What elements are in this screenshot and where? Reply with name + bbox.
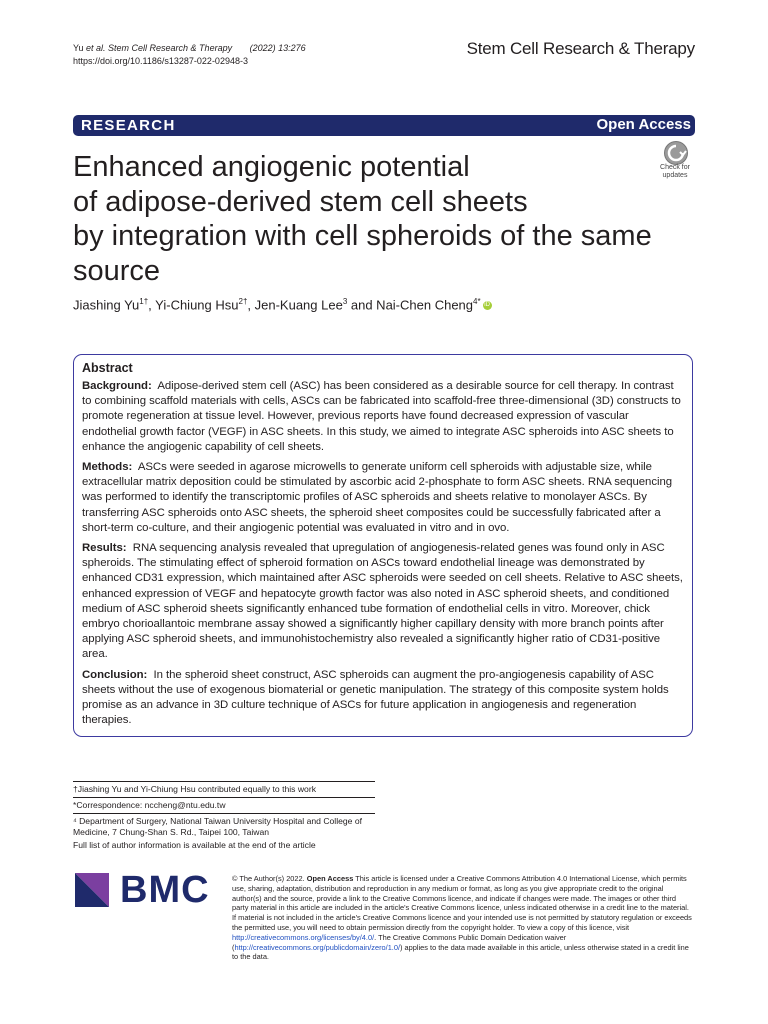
section-label: Methods: — [82, 461, 133, 474]
footnote-divider — [73, 781, 375, 782]
license-link[interactable]: http://creativecommons.org/licenses/by/4.0/ — [232, 932, 375, 942]
orcid-icon[interactable]: iD — [484, 302, 490, 309]
open-access-label: Open Access — [596, 116, 691, 133]
author-affiliation: 1† — [139, 297, 149, 306]
section-text: In the spheroid sheet construct, ASC spheroids can augment the pro-angiogenesis capability of ASC sheets without the use of exogenous biomaterial or genetic manipulation. The strategy of this composite system holds promise as an advance in 3D culture technique of ASCs for future application in angiogenesis and regeneration therapies. — [82, 668, 669, 727]
footnote-divider — [73, 797, 375, 798]
license-copyright: © The Author(s) 2022. — [232, 874, 307, 883]
footnote-divider — [73, 813, 375, 814]
license-text: . The Creative Commons Public Domain Dedication waiver ( — [232, 932, 567, 952]
check-updates-line2: updates — [662, 172, 688, 179]
license-text: This article is licensed under a Creative Commons Attribution 4.0 International License, which permits use, sharing, adaptation, distribution and reproduction in any medium or format, as long as you give appropriate credit to the original author(s) and the source, provide a link to the Creative Commons licence, and indicate if changes were made. The images or other third party material in this article are included in the article's Creative Commons licence, unless indicated otherwise in a credit line to the material. If material is not included in the article's Creative Commons licence and your intended use is not permitted by statutory regulation or exceeds the permitted use, you will need to obtain permission directly from the copyright holder. To view a copy of this licence, visit — [232, 874, 692, 932]
footnote-correspondence[interactable]: *Correspondence: nccheng@ntu.edu.tw — [73, 800, 226, 810]
author-affiliation: 4* — [473, 297, 481, 306]
section-text: Adipose-derived stem cell (ASC) has been considered as a desirable source for cell therapy. In contrast to combining scaffold materials with cells, ASCs can be fabricated into scaffold-free three-dimensional (3D) constructs to promote regeneration at tissue level. However, previous reports have found decreased expression of vascular endothelial growth factor (VEGF) in ASC sheets. In this study, we aimed to integrate ASC spheroids into ASC sheets to enhance the angiogenic capability of cell sheets. — [82, 380, 681, 453]
footnote-equal-contribution: †Jiashing Yu and Yi-Chiung Hsu contributed equally to this work — [73, 784, 316, 794]
section-text: RNA sequencing analysis revealed that upregulation of angiogenesis-related genes was found only in ASC spheroids. The stimulating effect of spheroid formation on ASCs toward endothelial lineage was demonstrated by enhanced CD31 expression, which maintained after ASC spheroids were seeded on cell sheets. Relative to ASC sheets, enhanced expression of VEGF and hepatocyte growth factor was also noted in ASC spheroid sheets, and conditioned medium of ASC spheroid sheets significantly enhanced tube formation of endothelial cells in vitro. Moreover, chick embryo chorioallantoic membrane assay showed a significantly higher capillary density with more branch points after applying ASC spheroid sheets, and immunohistochemistry also revealed a significantly higher ratio of CD31-positive area. — [82, 542, 683, 661]
author-affiliation: 2† — [238, 297, 248, 306]
author-name[interactable]: , Jen-Kuang Lee — [247, 297, 343, 313]
journal-name: Stem Cell Research & Therapy — [466, 39, 695, 58]
author-name[interactable]: Jiashing Yu — [73, 297, 140, 313]
title-line: Enhanced angiogenic potential — [73, 151, 470, 183]
author-list — [73, 297, 492, 312]
article-type-label: RESEARCH — [81, 117, 176, 134]
abstract-results — [82, 541, 684, 663]
bmc-logo-text: BMC — [120, 869, 210, 911]
article-type-banner — [73, 115, 695, 136]
footnote-full-list: Full list of author information is available at the end of the article — [73, 840, 316, 850]
section-text: ASCs were seeded in agarose microwells to generate uniform cell spheroids with adjustable size, while extracellular matrix deposition could be stimulated by ascorbic acid 2-phosphate to form ASC sheets. RNA sequencing was performed to identify the transcriptomic profiles of ASC spheroids and sheets relative to monolayer ASCs. By transferring ASC spheroids onto ASC sheets, the spheroid sheet composites could be successfully fabricated after a short-term co-culture, and their angiogenic potential was evaluated in vitro and in ovo. — [82, 461, 673, 534]
abstract-box — [73, 354, 693, 737]
author-name[interactable]: and Nai-Chen Cheng — [347, 297, 474, 313]
license-open-access: Open Access — [306, 874, 354, 883]
section-label: Conclusion: — [82, 668, 148, 681]
abstract-methods — [82, 460, 684, 536]
check-updates-icon — [664, 141, 688, 165]
title-line: source — [73, 254, 161, 287]
article-title — [73, 150, 673, 288]
license-text: ) applies to the data made available in this article, unless otherwise stated in a credit line to the data. — [232, 942, 689, 962]
abstract-background — [82, 379, 684, 455]
bmc-logo-mark-icon — [75, 873, 115, 913]
abstract-conclusion — [82, 668, 684, 729]
citation-authors: Yu — [73, 43, 87, 53]
section-label: Results: — [82, 542, 127, 555]
doi-link[interactable]: https://doi.org/10.1186/s13287-022-02948-3 — [73, 56, 248, 66]
citation-block — [73, 42, 306, 68]
abstract-heading: Abstract — [82, 361, 133, 375]
citation-year: (2022) 13:276 — [249, 43, 306, 53]
author-affiliation: 3 — [342, 297, 348, 306]
check-for-updates-badge[interactable] — [654, 141, 696, 181]
check-updates-line1: Check for — [660, 164, 690, 171]
title-line: of adipose-derived stem cell sheets — [73, 185, 528, 218]
section-label: Background: — [82, 380, 152, 392]
author-name[interactable]: , Yi-Chiung Hsu — [148, 297, 239, 313]
license-statement — [232, 874, 694, 962]
public-domain-link[interactable]: http://creativecommons.org/publicdomain/zero/1.0/ — [234, 942, 401, 952]
citation-journal: et al. Stem Cell Research & Therapy — [86, 43, 233, 53]
footnote-affiliation: ⁴ Department of Surgery, National Taiwan University Hospital and College of Medicine, 7 Chung-Shan S. Rd., Taipei 100, Taiwan — [73, 816, 363, 837]
bmc-logo[interactable] — [75, 869, 215, 913]
title-line: by integration with cell spheroids of the same — [73, 220, 652, 252]
